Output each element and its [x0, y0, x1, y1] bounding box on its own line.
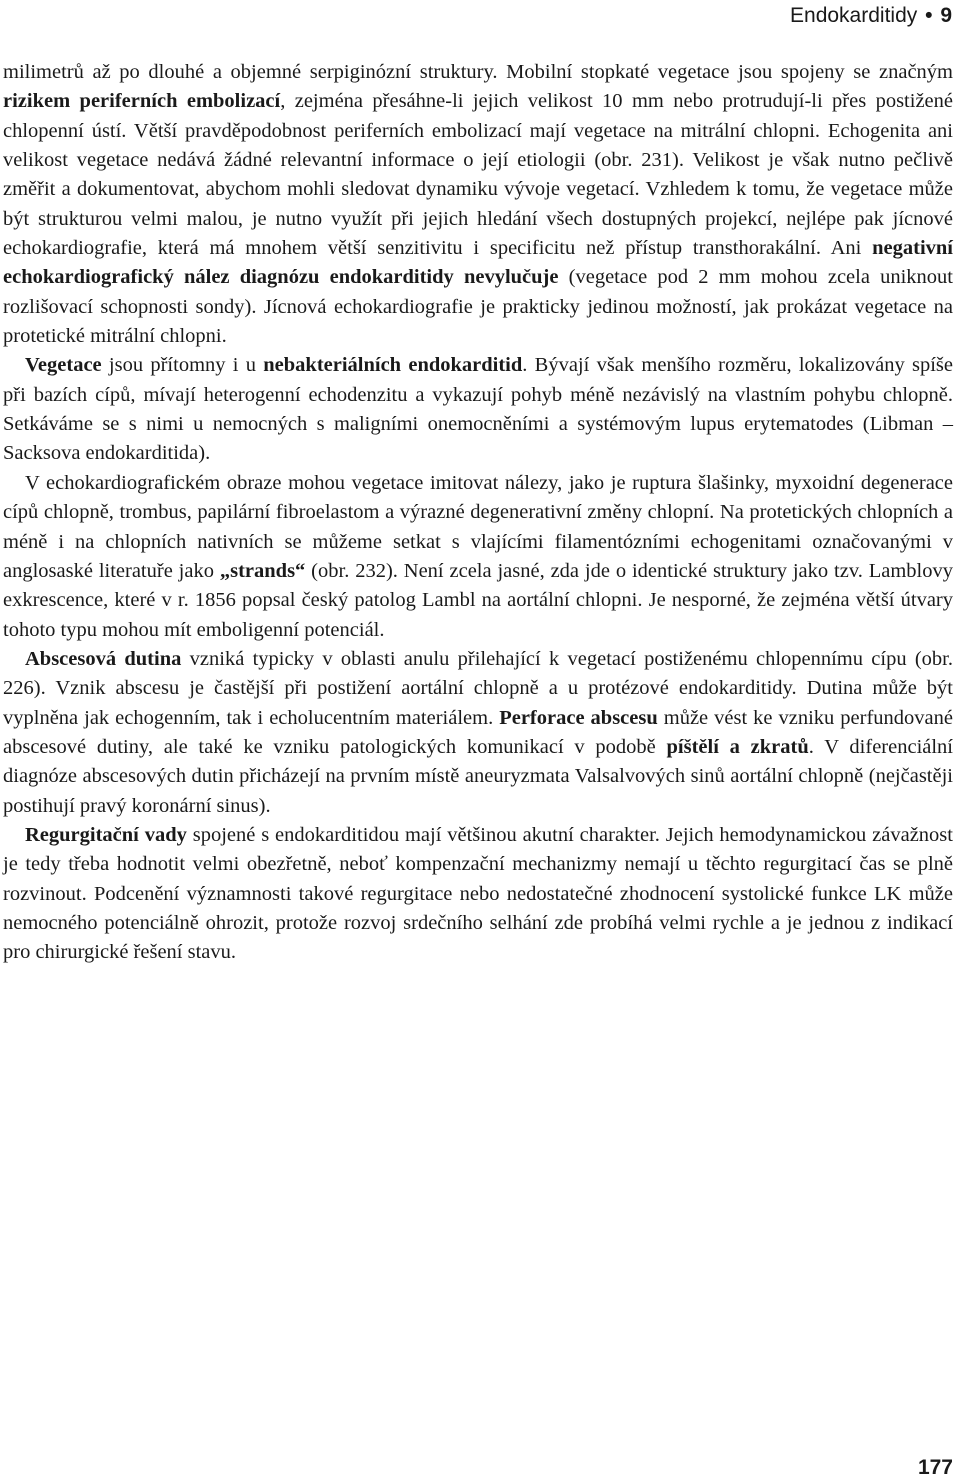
- running-head: [790, 4, 952, 28]
- paragraph: [3, 469, 953, 645]
- page-number: 177: [917, 1456, 953, 1479]
- text-run: může vést ke vzniku perfundované abscesové dutiny, ale také ke vzniku patologických komunikací v podobě: [3, 706, 953, 758]
- text-run: (obr. 232). Není zcela jasné, zda jde o identické struktury jako tzv. Lamblovy exkrescence, které v r. 1856 popsal český patolog Lambl na aortální chlopni. Je nesporné, že zejména větší útvary tohoto typu mohou mít emboligenní potenciál.: [3, 559, 953, 641]
- text-run: (vegetace pod 2 mm mohou zcela uniknout rozlišovací schopnosti sondy). Jícnová echokardiografie je prakticky jedinou možností, jak prokázat vegetace na protetické mitrální chlopni.: [3, 266, 953, 348]
- text-run: V echokardiografickém obraze mohou vegetace imitovat nálezy, jako je ruptura šlašinky, myxoidní degenerace cípů chlopně, trombus, papilární fibroelastom a výrazné degenerativní změny chlopní. Na protetických chlopních a méně i na chlopních nativních se můžeme setkat s vlajícími filamentózními echogenitami označovanými v anglosaské literatuře jako: [3, 471, 953, 582]
- bold-term: Abscesová dutina: [25, 647, 182, 670]
- text-run: milimetrů až po dlouhé a objemné serpiginózní struktury. Mobilní stopkaté vegetace jsou spojeny se značným: [3, 61, 953, 83]
- chapter-title: Endokarditidy: [790, 4, 918, 27]
- bold-term: „strands“: [219, 559, 306, 582]
- bold-term: nebakteriálních endokarditid: [263, 354, 523, 377]
- paragraph: [3, 58, 953, 351]
- bold-term: negativní echokardiografický nález diagnózu endokarditidy nevylučuje: [3, 237, 953, 289]
- body-text: [3, 58, 953, 968]
- chapter-number: 9: [940, 4, 952, 27]
- text-run: jsou přítomny i u: [101, 354, 264, 377]
- paragraph: [3, 821, 953, 968]
- paragraph: [3, 351, 953, 468]
- header-separator: •: [925, 4, 933, 27]
- paragraph: [3, 645, 953, 821]
- bold-term: píštělí a zkratů: [666, 735, 809, 758]
- bold-term: Vegetace: [25, 354, 102, 377]
- text-run: vzniká typicky v oblasti anulu přilehající k vegetací postiženému chlopennímu cípu (obr. 226). Vznik abscesu je častější při postižení aortální chlopně a u protézové endokarditidy. Dutina může být vyplněna jak echogenním, tak i echolucentním materiálem.: [3, 647, 953, 729]
- bold-term: Perforace abscesu: [499, 706, 658, 729]
- bold-term: rizikem periferních embolizací: [3, 90, 281, 113]
- text-run: spojené s endokarditidou mají většinou akutní charakter. Jejich hemodynamickou závažnost je tedy třeba hodnotit velmi obezřetně, neboť kompenzační mechanizmy nemají u těchto regurgitací čas se plně rozvinout. Podcenění významnosti takové regurgitace nebo nedostatečné zhodnocení systolické funkce LK může nemocného potenciálně ohrozit, protože rozvoj srdečního selhání zde probíhá velmi rychle a je jednou z indikací pro chirurgické řešení stavu.: [3, 823, 953, 964]
- bold-term: Regurgitační vady: [25, 823, 187, 846]
- text-run: . Bývají však menšího rozměru, lokalizovány spíše při bazích cípů, mívají heterogenní echodenzitu a vykazují pohyb méně nezávislý na vlastním pohybu chlopně. Setkáváme se s nimi u nemocných s maligními onemocněními a systémovým lupus erytematodes (Libman – Sacksova endokarditida).: [3, 354, 953, 465]
- text-run: , zejména přesáhne-li jejich velikost 10 mm nebo protrudují-li přes postižené chlopenní ústí. Větší pravděpodobnost periferních embolizací mají vegetace na mitrální chlopni. Echogenita ani velikost vegetace nedává žádné relevantní informace o její etiologii (obr. 231). Velikost je však nutno pečlivě změřit a dokumentovat, abychom mohli sledovat dynamiku vývoje vegetací. Vzhledem k tomu, že vegetace může být strukturou velmi malou, je nutno využít při jejich hledání všech dostupných projekcí, nejlépe pak jícnové echokardiografie, která má mnohem větší senzitivitu i specificitu než přístup transthorakální. Ani: [3, 90, 953, 260]
- text-run: . V diferenciální diagnóze abscesových dutin přicházejí na prvním místě aneuryzmata Valsalvových sinů aortální chlopně (nejčastěji postihují pravý koronární sinus).: [3, 735, 954, 817]
